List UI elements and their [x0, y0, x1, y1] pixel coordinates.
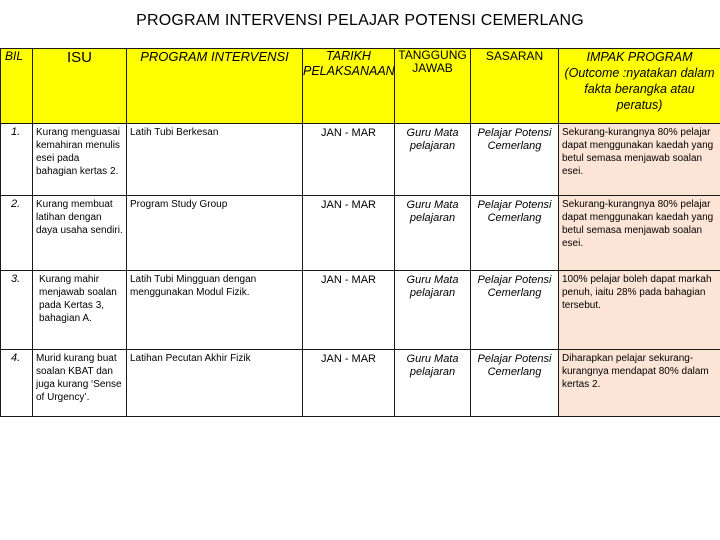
- row-impak: Sekurang-kurangnya 80% pelajar dapat menggunakan kaedah yang betul semasa menjawab soalan esei.: [559, 124, 720, 196]
- row-bil: 3.: [1, 271, 33, 350]
- page-title: PROGRAM INTERVENSI PELAJAR POTENSI CEMERLANG: [136, 12, 584, 29]
- row-impak: Diharapkan pelajar sekurang-kurangnya mendapat 80% dalam kertas 2.: [559, 350, 720, 417]
- row-tanggung-jawab: Guru Mata pelajaran: [395, 196, 471, 271]
- table-header-row: [1, 49, 720, 124]
- row-bil: 1.: [1, 124, 33, 196]
- row-tarikh: JAN - MAR: [303, 196, 395, 271]
- row-sasaran: Pelajar Potensi Cemerlang: [471, 350, 559, 417]
- header-tanggung-line2: JAWAB: [412, 61, 453, 75]
- header-tanggung-jawab: [395, 49, 471, 124]
- row-tarikh: JAN - MAR: [303, 124, 395, 196]
- row-sasaran: Pelajar Potensi Cemerlang: [471, 271, 559, 350]
- row-program: Latihan Pecutan Akhir Fizik: [127, 350, 303, 417]
- row-program: Program Study Group: [127, 196, 303, 271]
- header-tarikh-line1: TARIKH: [326, 49, 371, 63]
- header-bil: BIL: [1, 49, 33, 124]
- header-tanggung-line1: TANGGUNG: [398, 48, 467, 62]
- program-table: [0, 48, 720, 417]
- row-tanggung-jawab: Guru Mata pelajaran: [395, 271, 471, 350]
- row-tanggung-jawab: Guru Mata pelajaran: [395, 124, 471, 196]
- row-isu: Murid kurang buat soalan KBAT dan juga kurang ‘Sense of Urgency’.: [33, 350, 127, 417]
- row-isu: Kurang mahir menjawab soalan pada Kertas 3, bahagian A.: [33, 271, 127, 350]
- header-impak-program: IMPAK PROGRAM (Outcome :nyatakan dalam fakta berangka atau peratus): [559, 49, 720, 124]
- row-isu: Kurang menguasai kemahiran menulis esei pada bahagian kertas 2.: [33, 124, 127, 196]
- table-row: [1, 271, 720, 350]
- row-impak: Sekurang-kurangnya 80% pelajar dapat menggunakan kaedah yang betul semasa menjawab soalan esei.: [559, 196, 720, 271]
- row-bil: 4.: [1, 350, 33, 417]
- header-tarikh-line2: PELAKSANAAN: [303, 64, 395, 78]
- header-tarikh-pelaksanaan: [303, 49, 395, 124]
- table-row: [1, 124, 720, 196]
- row-bil: 2.: [1, 196, 33, 271]
- row-impak: 100% pelajar boleh dapat markah penuh, iaitu 28% pada bahagian tersebut.: [559, 271, 720, 350]
- table-row: [1, 196, 720, 271]
- row-sasaran: Pelajar Potensi Cemerlang: [471, 124, 559, 196]
- row-tanggung-jawab: Guru Mata pelajaran: [395, 350, 471, 417]
- table-row: [1, 350, 720, 417]
- header-isu: ISU: [33, 49, 127, 124]
- row-program: Latih Tubi Mingguan dengan menggunakan Modul Fizik.: [127, 271, 303, 350]
- row-tarikh: JAN - MAR: [303, 271, 395, 350]
- row-isu: Kurang membuat latihan dengan daya usaha sendiri.: [33, 196, 127, 271]
- header-sasaran: SASARAN: [471, 49, 559, 124]
- row-sasaran: Pelajar Potensi Cemerlang: [471, 196, 559, 271]
- row-tarikh: JAN - MAR: [303, 350, 395, 417]
- header-program-intervensi: PROGRAM INTERVENSI: [127, 49, 303, 124]
- row-program: Latih Tubi Berkesan: [127, 124, 303, 196]
